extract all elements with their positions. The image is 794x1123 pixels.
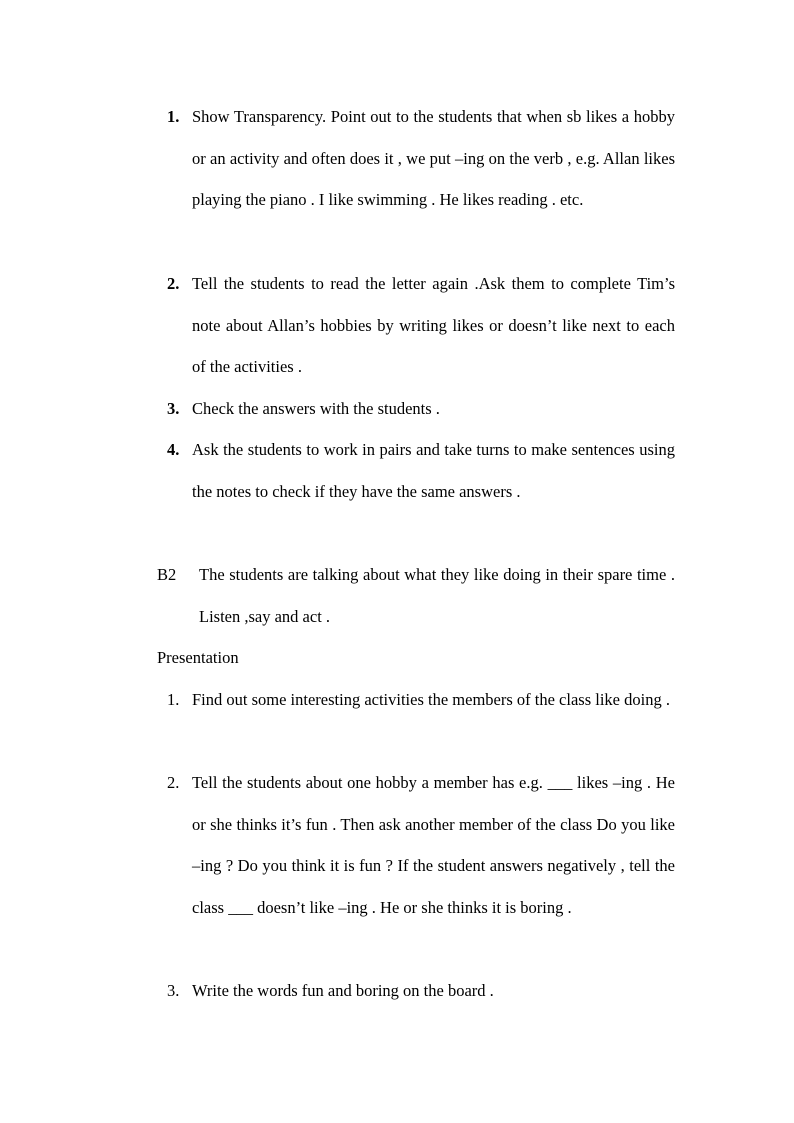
item-number: 3. bbox=[167, 399, 180, 418]
list-item bbox=[157, 762, 675, 928]
b2-section bbox=[157, 554, 675, 637]
list-item bbox=[157, 679, 675, 721]
b2-text: The students are talking about what they like doing in their spare time . Listen ,say and act . bbox=[199, 565, 675, 626]
item-text: Find out some interesting activities the members of the class like doing . bbox=[192, 690, 670, 709]
item-number: 3. bbox=[167, 981, 180, 1000]
list-item bbox=[157, 429, 675, 512]
list-item bbox=[157, 970, 675, 1012]
list-item bbox=[157, 263, 675, 388]
list-item bbox=[157, 96, 675, 221]
item-text: Tell the students to read the letter again .Ask them to complete Tim’s note about Allan’s hobbies by writing likes or doesn’t like next to each of the activities . bbox=[192, 274, 675, 377]
b2-label: B2 bbox=[157, 565, 177, 584]
item-text: Show Transparency. Point out to the students that when sb likes a hobby or an activity and often does it , we put –ing on the verb , e.g. Allan likes playing the piano . I like swimming . He likes reading . etc. bbox=[192, 107, 675, 210]
item-number: 1. bbox=[167, 690, 180, 709]
item-number: 2. bbox=[167, 274, 180, 293]
item-number: 1. bbox=[167, 107, 180, 126]
item-number: 4. bbox=[167, 440, 180, 459]
item-number: 2. bbox=[167, 773, 180, 792]
presentation-heading: Presentation bbox=[157, 648, 239, 667]
list-item bbox=[157, 388, 675, 430]
item-text: Ask the students to work in pairs and take turns to make sentences using the notes to check if they have the same answers . bbox=[192, 440, 675, 501]
item-text: Check the answers with the students . bbox=[192, 399, 440, 418]
item-text: Write the words fun and boring on the board . bbox=[192, 981, 494, 1000]
item-text: Tell the students about one hobby a member has e.g. ___ likes –ing . He or she thinks it’s fun . Then ask another member of the class Do you like –ing ? Do you think it is fun ? If the student answers negatively , tell the class ___ doesn’t like –ing . He or she thinks it is boring . bbox=[192, 773, 675, 917]
